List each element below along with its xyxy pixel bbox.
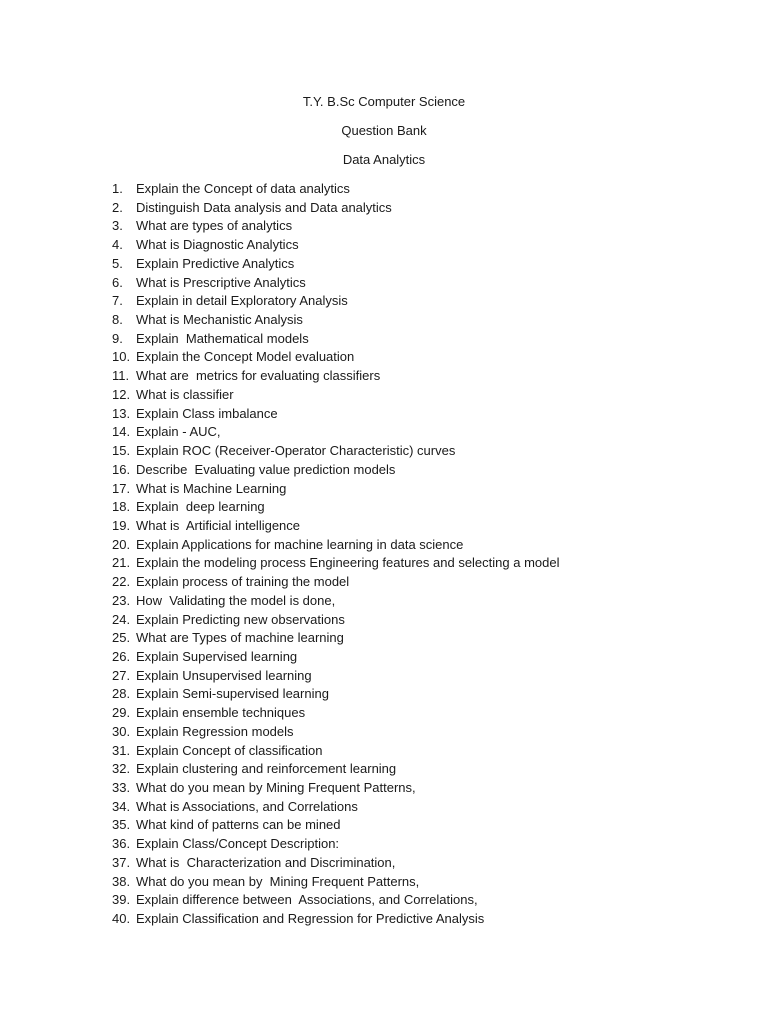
question-item [112,836,752,855]
question-item [112,705,752,724]
question-text: Explain - AUC, [136,424,221,440]
question-number: 20. [112,536,131,552]
question-item [112,200,752,219]
question-number: 29. [112,705,131,721]
question-item [112,312,752,331]
question-item [112,181,752,200]
question-text: Explain Applications for machine learning in data science [136,536,464,552]
question-item [112,724,752,743]
question-item [112,518,752,537]
question-item [112,275,752,294]
question-text: Explain Predicting new observations [136,611,345,627]
question-item [112,817,752,836]
question-number: 8. [112,312,123,328]
question-item [112,499,752,518]
question-number: 5. [112,255,123,271]
question-number: 10. [112,349,131,365]
question-text: Explain Supervised learning [136,648,298,664]
question-text: What is Associations, and Correlations [136,798,358,814]
question-item [112,874,752,893]
question-number: 26. [112,648,131,664]
question-item [112,761,752,780]
question-item [112,237,752,256]
question-text: Explain process of training the model [136,574,350,590]
question-number: 35. [112,817,131,833]
question-number: 19. [112,517,131,533]
question-item [112,649,752,668]
question-number: 14. [112,424,131,440]
question-item [112,855,752,874]
question-text: Explain the Concept Model evaluation [136,349,355,365]
question-text: Explain Concept of classification [136,742,323,758]
course-title: T.Y. B.Sc Computer Science [302,94,466,109]
question-text: What is classifier [136,386,234,402]
question-item [112,780,752,799]
question-text: Explain Mathematical models [136,330,309,346]
question-item [112,443,752,462]
question-text: Explain Predictive Analytics [136,255,295,271]
question-text: What is Artificial intelligence [136,517,301,533]
question-number: 21. [112,555,131,571]
question-number: 28. [112,686,131,702]
question-text: Describe Evaluating value prediction models [136,461,396,477]
question-text: Explain the Concept of data analytics [136,181,350,196]
question-number: 6. [112,274,123,290]
question-number: 18. [112,499,131,515]
question-number: 1. [112,181,123,196]
question-item [112,686,752,705]
question-number: 3. [112,218,123,234]
question-number: 13. [112,405,131,421]
question-item [112,293,752,312]
question-text: What kind of patterns can be mined [136,817,341,833]
question-text: What is Machine Learning [136,480,287,496]
question-item [112,743,752,762]
question-list [112,181,752,930]
document-type: Question Bank [341,123,427,138]
question-text: Explain Semi-supervised learning [136,686,329,702]
question-number: 4. [112,237,123,253]
question-item [112,612,752,631]
question-item [112,537,752,556]
question-item [112,630,752,649]
question-item [112,331,752,350]
question-text: Explain in detail Exploratory Analysis [136,293,348,309]
question-number: 17. [112,480,131,496]
question-number: 11. [112,368,130,384]
question-text: Explain deep learning [136,499,265,515]
question-text: What do you mean by Mining Frequent Patterns, [136,873,420,889]
question-text: What is Prescriptive Analytics [136,274,306,290]
question-number: 32. [112,761,131,777]
question-text: Distinguish Data analysis and Data analytics [136,199,392,215]
question-text: What is Mechanistic Analysis [136,312,303,328]
question-number: 23. [112,592,131,608]
question-item [112,349,752,368]
question-number: 37. [112,854,131,870]
question-text: What do you mean by Mining Frequent Patterns, [136,780,416,795]
question-item [112,911,752,930]
question-number: 9. [112,330,123,346]
question-text: What is Diagnostic Analytics [136,237,299,253]
question-item [112,424,752,443]
question-number: 22. [112,574,131,590]
question-item [112,462,752,481]
question-item [112,368,752,387]
question-number: 15. [112,443,131,459]
question-text: Explain Class imbalance [136,405,278,421]
question-number: 40. [112,911,131,927]
question-text: What are Types of machine learning [136,630,344,646]
question-number: 16. [112,461,131,477]
question-item [112,218,752,237]
question-number: 12. [112,386,131,402]
question-text: What are metrics for evaluating classifiers [136,368,381,384]
question-number: 24. [112,611,131,627]
question-item [112,593,752,612]
question-text: How Validating the model is done, [136,592,336,608]
question-item [112,387,752,406]
question-text: Explain the modeling process Engineering features and selecting a model [136,555,560,571]
question-number: 27. [112,667,131,683]
question-item [112,406,752,425]
question-number: 34. [112,798,131,814]
question-text: Explain ROC (Receiver-Operator Characteristic) curves [136,443,456,459]
question-text: Explain Classification and Regression for Predictive Analysis [136,911,485,927]
question-item [112,574,752,593]
question-text: Explain ensemble techniques [136,705,306,721]
question-item [112,555,752,574]
question-text: Explain Regression models [136,723,294,739]
question-item [112,481,752,500]
question-item [112,892,752,911]
question-number: 33. [112,780,131,795]
question-number: 31. [112,742,131,758]
question-number: 2. [112,199,123,215]
question-text: What are types of analytics [136,218,293,234]
question-text: Explain clustering and reinforcement learning [136,761,397,777]
question-text: What is Characterization and Discrimination, [136,854,396,870]
question-number: 7. [112,293,123,309]
question-text: Explain difference between Associations, and Correlations, [136,892,478,908]
question-number: 30. [112,723,131,739]
subject-title: Data Analytics [342,152,426,167]
question-number: 39. [112,892,131,908]
question-text: Explain Unsupervised learning [136,667,312,683]
question-number: 38. [112,873,131,889]
question-item [112,799,752,818]
question-item [112,668,752,687]
question-number: 36. [112,836,131,852]
question-number: 25. [112,630,131,646]
question-text: Explain Class/Concept Description: [136,836,340,852]
question-item [112,256,752,275]
